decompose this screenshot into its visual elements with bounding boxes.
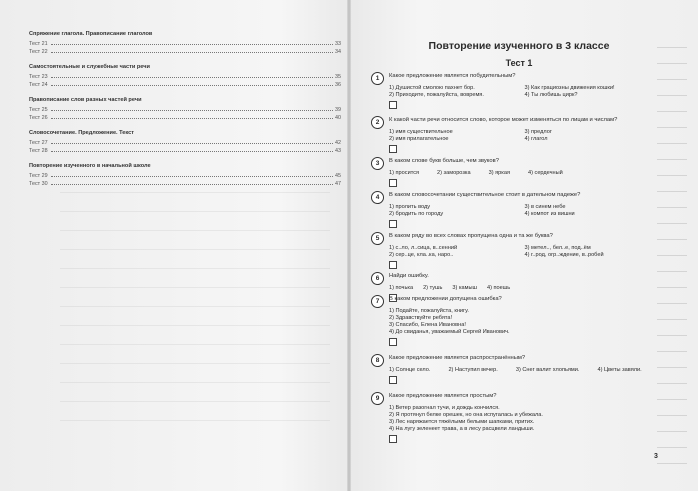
answer-option: 3) камыш xyxy=(452,285,477,291)
answer-option: 1) Душистой смолою пахнет бор. xyxy=(389,85,475,91)
answer-box[interactable] xyxy=(389,376,397,384)
answer-option: 1) Солнце село. xyxy=(389,367,431,373)
question-number-badge: 8 xyxy=(371,354,384,367)
answer-options xyxy=(389,204,656,218)
toc-dot-leader xyxy=(51,143,333,144)
question-number-badge: 6 xyxy=(371,272,384,285)
answer-option: 1) имя существительное xyxy=(389,129,453,135)
answer-options xyxy=(389,308,656,336)
answer-option: 2) Я протянул белке орешек, но она испугалась и убежала. xyxy=(389,412,543,418)
answer-option: 3) в синем небе xyxy=(524,204,566,210)
question-text: В каком ряду во всех словах пропущена одна и та же буква? xyxy=(389,233,553,239)
toc-dot-leader xyxy=(51,85,333,86)
toc-entry-page: 39 xyxy=(335,107,341,113)
toc-section-title: Повторение изученного в начальной школе xyxy=(29,163,151,169)
bleed-through-marks xyxy=(657,40,687,470)
bleed-through-texture xyxy=(60,180,330,440)
question-8 xyxy=(371,355,656,384)
toc-entry-page: 43 xyxy=(335,148,341,154)
toc-entry xyxy=(29,39,341,47)
answer-option: 3) Лес наряжается тяжёлыми белыми шапками, притих. xyxy=(389,419,535,425)
answer-options xyxy=(389,85,656,99)
question-7 xyxy=(371,296,656,346)
toc-dot-leader xyxy=(51,110,333,111)
answer-option: 1) с..ло, л..сица, в..сенний xyxy=(389,245,458,251)
answer-options xyxy=(389,367,656,374)
question-text: Какое предложение является простым? xyxy=(389,393,497,399)
question-number-badge: 3 xyxy=(371,157,384,170)
toc-entry xyxy=(29,105,341,113)
answer-option: 4) Ты любишь цирк? xyxy=(524,92,578,98)
answer-options xyxy=(389,245,656,259)
toc-entry-label: Тест 22 xyxy=(29,49,48,55)
answer-option: 3) Спасибо, Елена Ивановна! xyxy=(389,322,466,328)
question-9 xyxy=(371,393,656,443)
answer-option: 2) Наступил вечер. xyxy=(448,367,498,373)
question-5 xyxy=(371,233,656,269)
toc-entry-page: 33 xyxy=(335,41,341,47)
answer-options xyxy=(389,285,656,292)
toc-entry xyxy=(29,171,341,179)
answer-box[interactable] xyxy=(389,145,397,153)
answer-box[interactable] xyxy=(389,101,397,109)
toc-section xyxy=(29,130,341,154)
toc-entry-label: Тест 24 xyxy=(29,82,48,88)
answer-option: 4) сердечный xyxy=(528,170,563,176)
toc-entry-label: Тест 21 xyxy=(29,41,48,47)
toc-entry-label: Тест 25 xyxy=(29,107,48,113)
question-number-badge: 7 xyxy=(371,295,384,308)
toc-section-title: Словосочетание. Предложение. Текст xyxy=(29,130,134,136)
toc-entry-label: Тест 27 xyxy=(29,140,48,146)
answer-option: 4) До свиданья, уважаемый Сергей Иванович. xyxy=(389,329,510,335)
question-2 xyxy=(371,117,656,153)
answer-option: 4) На лугу зеленеет трава, а в лесу расцвели ландыши. xyxy=(389,426,535,432)
answer-box[interactable] xyxy=(389,338,397,346)
toc-dot-leader xyxy=(51,44,333,45)
toc-entry-page: 34 xyxy=(335,49,341,55)
answer-option: 1) пролить воду xyxy=(389,204,431,210)
toc-section-title: Спряжение глагола. Правописание глаголов xyxy=(29,31,153,37)
question-3 xyxy=(371,158,656,187)
answer-option: 2) бродить по городу xyxy=(389,211,444,217)
toc-entry xyxy=(29,146,341,154)
toc-dot-leader xyxy=(51,77,333,78)
toc-entry-label: Тест 30 xyxy=(29,181,48,187)
toc-section-title: Правописание слов разных частей речи xyxy=(29,97,142,103)
answer-option: 3) яркая xyxy=(488,170,510,176)
toc-section xyxy=(29,31,341,55)
answer-option: 2) тушь xyxy=(423,285,443,291)
toc-dot-leader xyxy=(51,184,333,185)
toc-entry-label: Тест 29 xyxy=(29,173,48,179)
answer-option: 3) метел.., бел..е, под..ём xyxy=(524,245,591,251)
answer-box[interactable] xyxy=(389,435,397,443)
answer-options xyxy=(389,405,656,433)
answer-option: 4) глагол xyxy=(524,136,548,142)
page-number: 3 xyxy=(654,453,658,460)
toc-section xyxy=(29,97,341,121)
answer-option: 1) почька xyxy=(389,285,414,291)
toc-entry-page: 42 xyxy=(335,140,341,146)
answer-option: 4) поешь xyxy=(487,285,511,291)
answer-option: 1) Ветер разогнал тучи, и дождь кончился. xyxy=(389,405,500,411)
answer-box[interactable] xyxy=(389,220,397,228)
toc-section-title: Самостоятельные и служебные части речи xyxy=(29,64,150,70)
answer-option: 4) компот из вишни xyxy=(524,211,575,217)
answer-option: 4) Цветы завяли. xyxy=(597,367,642,373)
toc-dot-leader xyxy=(51,118,333,119)
question-text: В каком слове букв больше, чем звуков? xyxy=(389,158,499,164)
toc-entry xyxy=(29,80,341,88)
table-of-contents xyxy=(29,31,341,196)
toc-entry-page: 45 xyxy=(335,173,341,179)
question-number-badge: 4 xyxy=(371,191,384,204)
toc-entry xyxy=(29,47,341,55)
toc-entry xyxy=(29,179,341,187)
toc-entry xyxy=(29,72,341,80)
answer-option: 2) Приходите, пожалуйста, вовремя. xyxy=(389,92,484,98)
answer-option: 4) г..род, огр..ждение, в..робей xyxy=(524,252,604,258)
question-1 xyxy=(371,73,656,109)
answer-options xyxy=(389,170,656,177)
toc-entry-label: Тест 26 xyxy=(29,115,48,121)
answer-option: 2) имя прилагательное xyxy=(389,136,449,142)
question-text: Найди ошибку. xyxy=(389,273,429,279)
toc-entry-page: 35 xyxy=(335,74,341,80)
question-number-badge: 2 xyxy=(371,116,384,129)
answer-option: 3) предлог xyxy=(524,129,552,135)
question-number-badge: 1 xyxy=(371,72,384,85)
answer-box[interactable] xyxy=(389,261,397,269)
question-text: В каком словосочетании существительное стоит в дательном падеже? xyxy=(389,192,581,198)
toc-entry-page: 40 xyxy=(335,115,341,121)
answer-option: 3) Снег валит хлопьями. xyxy=(515,367,580,373)
toc-entry-page: 36 xyxy=(335,82,341,88)
answer-box[interactable] xyxy=(389,179,397,187)
question-4 xyxy=(371,192,656,228)
toc-entry-label: Тест 28 xyxy=(29,148,48,154)
question-text: К какой части речи относится слово, которое может изменяться по лицам и числам? xyxy=(389,117,618,123)
question-text: Какое предложение является побудительным? xyxy=(389,73,516,79)
answer-options xyxy=(389,129,656,143)
answer-option: 1) Подайте, пожалуйста, книгу. xyxy=(389,308,469,314)
answer-option: 3) Как грациозны движения кошки! xyxy=(524,85,615,91)
answer-option: 1) просится xyxy=(389,170,420,176)
toc-entry xyxy=(29,138,341,146)
toc-dot-leader xyxy=(51,151,333,152)
question-number-badge: 9 xyxy=(371,392,384,405)
toc-section xyxy=(29,163,341,187)
toc-entry-label: Тест 23 xyxy=(29,74,48,80)
toc-entry xyxy=(29,113,341,121)
test-title: Тест 1 xyxy=(505,58,533,68)
answer-option: 2) сер..це, кла..ка, наро.. xyxy=(389,252,454,258)
toc-section xyxy=(29,64,341,88)
toc-dot-leader xyxy=(51,52,333,53)
question-text: В каком предложении допущена ошибка? xyxy=(389,296,502,302)
toc-dot-leader xyxy=(51,176,333,177)
question-text: Какое предложение является распространённым? xyxy=(389,355,526,361)
question-number-badge: 5 xyxy=(371,232,384,245)
section-heading: Повторение изученного в 3 классе xyxy=(428,40,610,52)
answer-option: 2) Здравствуйте ребята! xyxy=(389,315,453,321)
answer-option: 2) заморозка xyxy=(437,170,471,176)
toc-entry-page: 47 xyxy=(335,181,341,187)
